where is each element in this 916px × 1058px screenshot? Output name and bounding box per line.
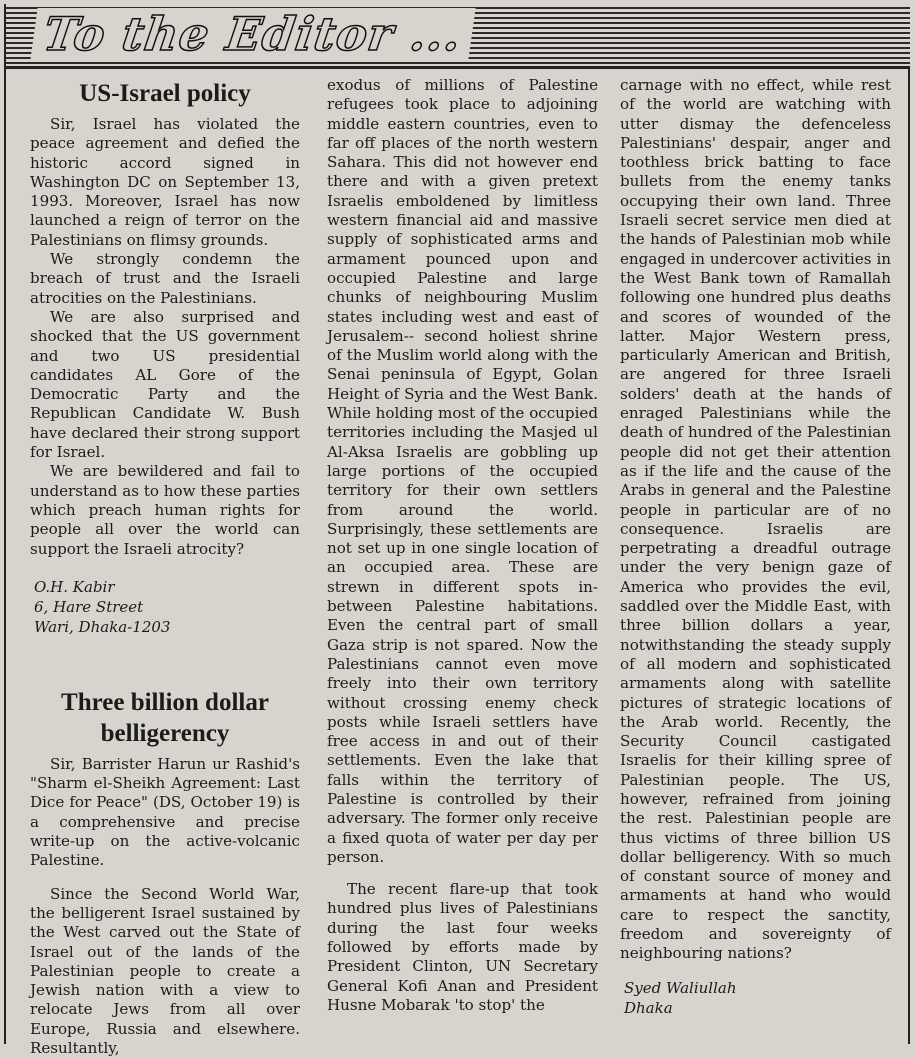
signature-name: Syed Waliullah <box>624 978 737 997</box>
column-1 <box>30 74 300 1058</box>
signature-name: O.H. Kabir <box>34 577 115 596</box>
letter2-continuation: carnage with no effect, while rest of the world are watching with utter dismay the defenceless Palestinians' despair, anger and toothless brick batting to face bullets from the enemy tanks occupying their own land. Three Israeli secret service men died at the hands of Palestinian mob while engaged in undercover activities in the West Bank town of Ramallah following one hundred plus deaths and scores of wounded of the latter. Major Western press, particularly American and British, are angered for three Israeli solders' death at the hands of enraged Palestinians while the death of hundred of the Palestinian people did not get their attention as if the life and the cause of the Arabs in general and the Palestine people in particular are of no consequence. Israelis are perpetrating a dreadful outrage under the very benign gaze of America who provides the evil, saddled over the Middle East, with three billion dollars a year, notwithstanding the steady supply of all modern and sophisticated armaments along with satellite pictures of strategic locations of the Arab world. Recently, the Security Council castigated Israelis for their killing spree of Palestinian people. The US, however, refrained from joining the rest. Palestinian people are thus victims of three billion US dollar belligerency. With so much of constant source of money and armaments at hand who would care to respect the sanctity, freedom and sovereignty of neighbouring nations? <box>620 76 891 963</box>
letter2-paragraph: Since the Second World War, the belligerent Israel sustained by the West carved out the State of Israel out of the lands of the Palestinian people to create a Jewish nation with a view to relocate Jews from all over Europe, Russia and elsewhere. Resultantly, <box>30 884 300 1057</box>
headline-three-billion <box>30 687 300 749</box>
letter1-paragraph: We are also surprised and shocked that the US government and two US presidential candidates AL Gore of the Democratic Party and the Republican Candidate W. Bush have declared their strong support for Israel. <box>30 307 300 462</box>
signature-city: Wari, Dhaka-1203 <box>34 617 171 636</box>
letter2-paragraph: Sir, Barrister Harun ur Rashid's "Sharm el-Sheikh Agreement: Last Dice for Peace" (DS, October 19) is a comprehensive and precise write-up on the active-volcanic Palestine. <box>30 754 300 870</box>
letter1-paragraph: Sir, Israel has violated the peace agreement and defied the historic accord signed in Washington DC on September 13, 1993. Moreover, Israel has now launched a reign of terror on the Palestinians on flimsy grounds. <box>30 115 300 249</box>
letter2-signature <box>624 978 891 1018</box>
letter1-paragraph: We strongly condemn the breach of trust and the Israeli atrocities on the Palestinians. <box>30 250 300 307</box>
headline-us-israel-policy: US-Israel policy <box>79 80 251 107</box>
letter2-continuation: exodus of millions of Palestine refugees took place to adjoining middle eastern countries, even to far off places of the north western Sahara. This did not however end there and with a given pretext Israelis emboldened by limitless western financial aid and massive supply of sophisticated arms and armament pounced upon and occupied Palestine and large chunks of neighbouring Muslim states including west and east of Jerusalem-- second holiest shrine of the Muslim world along with the Senai peninsula of Egypt, Golan Height of Syria and the West Bank. While holding most of the occupied territories including the Masjed ul Al-Aksa Israelis are gobbling up large portions of the occupied territory for their own settlers from around the world. Surprisingly, these settlements are not set up in one single location of an occupied area. These are strewn in different spots in-between Palestine habitations. Even the central part of small Gaza strip is not spared. Now the Palestinians cannot even move freely into their own territory without crossing enemy check posts while Israeli settlers have free access in and out of their settlements. Even the lake that falls within the territory of Palestine is controlled by their adversary. The former only receive a fixed quota of water per day per person. <box>327 76 598 866</box>
signature-address: 6, Hare Street <box>34 597 144 616</box>
column-3 <box>620 76 891 1018</box>
letter1-signature <box>34 577 300 637</box>
headline-line: belligerency <box>100 719 230 747</box>
letter2-paragraph: The recent flare-up that took hundred plus lives of Palestinians during the last four weeks followed by efforts made by President Clinton, UN Secretary General Kofi Anan and President Husne Mobarak 'to stop' the <box>327 880 598 1014</box>
column-2 <box>327 76 598 1015</box>
section-title: To the Editor ... <box>30 8 475 60</box>
letter1-paragraph: We are bewildered and fail to understand as to how these parties which preach human rights for people all over the world can support the Israeli atrocity? <box>30 462 300 558</box>
signature-city: Dhaka <box>624 998 673 1017</box>
headline-line: Three billion dollar <box>61 688 269 716</box>
masthead <box>6 4 910 69</box>
